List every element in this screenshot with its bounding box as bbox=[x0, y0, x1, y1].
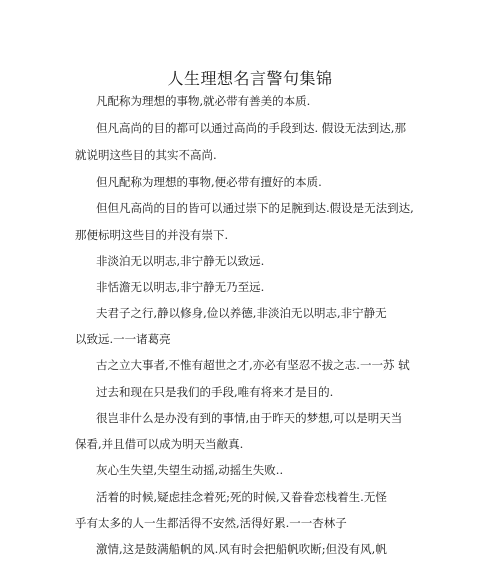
text-line: 保看,并且借可以成为明天当敝真. bbox=[75, 437, 244, 451]
text-line: 过去和现在只是我们的手段,唯有将来才是目的. bbox=[96, 385, 334, 399]
text-line: 夫君子之行,静以修身,俭以养德,非淡泊无以明志,非宁静无 bbox=[96, 306, 387, 320]
document-title: 人生理想名言警句集锦 bbox=[167, 69, 333, 88]
text-line: 很岂非什么是办没有到的事情,由于昨天的梦想,可以是明天当 bbox=[96, 411, 403, 425]
text-line: 乎有太多的人一生都活得不安然,活得好累.一一杏林子 bbox=[75, 516, 347, 530]
text-line: 但但凡高尚的目的皆可以通过崇下的足腕到达.假设是无法到达, bbox=[96, 201, 414, 215]
text-line: 灰心生失望,失望生动摇,动摇生失败.. bbox=[96, 463, 284, 477]
text-line: 凡配称为理想的事物,就必带有善美的本质. bbox=[96, 94, 311, 108]
text-line: 活着的时候,疑虑挂念着死;死的时候,又眷眷恋栈着生.无怪 bbox=[96, 490, 387, 504]
text-line: 激情,这是鼓满船帆的风.风有时会把船帆吹断;但没有风,帆 bbox=[96, 542, 387, 556]
text-line: 非恬澹无以明志,非宁静无乃至远. bbox=[96, 280, 265, 294]
text-line: 但凡配称为理想的事物,便必带有擅好的本质. bbox=[96, 175, 322, 189]
text-line: 就说明这些目的其实不高尚. bbox=[75, 148, 217, 162]
text-line: 古之立大事者,不惟有超世之才,亦必有坚忍不拔之志.一一苏 轼 bbox=[96, 358, 410, 372]
text-line: 那便标明这些目的并没有崇下. bbox=[75, 228, 229, 242]
text-line: 以致远.一一诸葛亮 bbox=[75, 332, 171, 346]
text-line: 非淡泊无以明志,非宁静无以致远. bbox=[96, 254, 265, 268]
text-line: 但凡高尚的目的都可以通过高尚的手段到达. 假设无法到达,那 bbox=[96, 121, 406, 135]
